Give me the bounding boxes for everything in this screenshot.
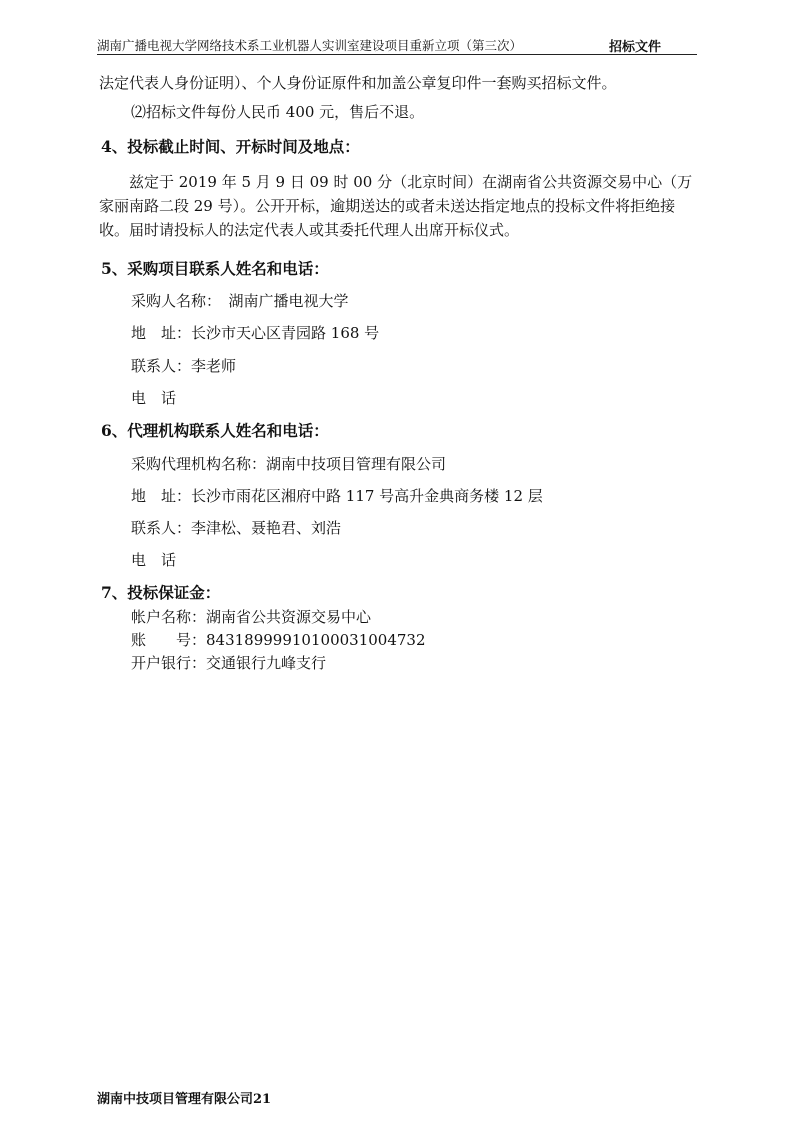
section-5-phone: 电 话 <box>131 389 177 407</box>
section-6-address: 地 址：长沙市雨花区湘府中路 117 号高升金典商务楼 12 层 <box>131 487 543 505</box>
section-6-contact: 联系人：李津松、聂艳君、刘浩 <box>131 519 342 537</box>
section-5-contact: 联系人：李老师 <box>131 357 237 375</box>
section-4-text: 兹定于 2019 年 5 月 9 日 09 时 00 分（北京时间）在湖南省公共资源交易中心（万家丽南路二段 29 号）。公开开标，逾期送达的或者未送达指定地点的投标文件将拒绝接收。届时请投标人的法定代表人或其委托代理人出席开标仪式。 <box>99 173 693 239</box>
section-7-account-number: 账 号：8431899991010003100473​2 <box>131 631 426 649</box>
section-7-bank: 开户银行：交通银行九峰支行 <box>131 654 327 672</box>
section-6-heading: 6、代理机构联系人姓名和电话： <box>101 421 329 440</box>
section-7-account-name: 帐户名称：湖南省公共资源交易中心 <box>131 608 372 626</box>
section-5-address: 地 址：长沙市天心区青园路 168 号 <box>131 324 380 342</box>
intro-line-2: ⑵招标文件每份人民币 400 元，售后不退。 <box>131 103 425 121</box>
page-footer: 湖南中技项目管理有限公司21 <box>97 1092 272 1107</box>
section-5-buyer: 采购人名称： 湖南广播电视大学 <box>131 292 349 310</box>
section-7-heading: 7、投标保证金： <box>101 583 221 602</box>
section-5-heading: 5、采购项目联系人姓名和电话： <box>101 259 329 278</box>
section-4-heading: 4、投标截止时间、开标时间及地点： <box>101 137 360 156</box>
section-6-phone: 电 话 <box>131 551 177 569</box>
page-header <box>97 32 697 55</box>
document-type-tag: 招标文件 <box>608 40 661 55</box>
document-title: 湖南广播电视大学网络技术系工业机器人实训室建设项目重新立项（第三次） <box>97 38 523 53</box>
section-6-agency: 采购代理机构名称：湖南中技项目管理有限公司 <box>131 455 447 473</box>
intro-line-1: 法定代表人身份证明）、个人身份证原件和加盖公章复印件一套购买招标文件。 <box>99 74 617 92</box>
